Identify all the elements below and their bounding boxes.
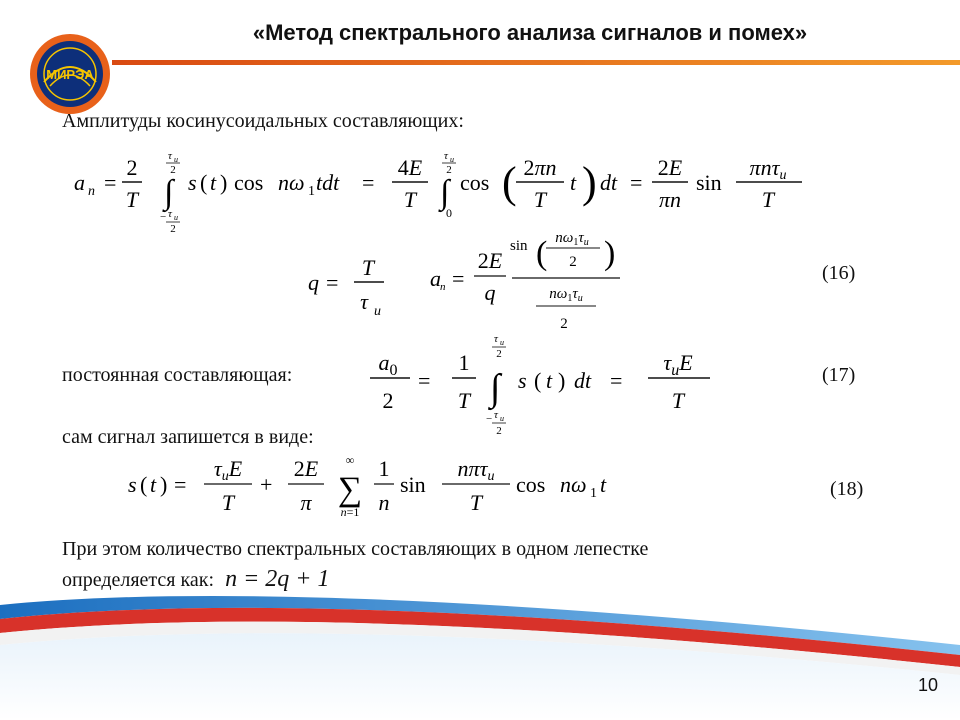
svg-text:=: = [174, 472, 187, 497]
svg-text:sin: sin [510, 238, 528, 254]
svg-text:T: T [403, 187, 417, 212]
constant-label: постоянная составляющая: [62, 364, 293, 386]
svg-text:и: и [174, 155, 178, 164]
svg-text:и: и [450, 155, 454, 164]
svg-text:τ: τ [444, 150, 448, 162]
svg-text:πn: πn [658, 187, 682, 212]
svg-text:s: s [128, 472, 137, 497]
svg-text:=: = [452, 266, 465, 291]
svg-text:и: и [374, 304, 381, 319]
svg-text:0: 0 [446, 206, 452, 220]
svg-text:2: 2 [446, 164, 452, 176]
svg-text:2E: 2E [293, 456, 319, 481]
svg-text:+: + [260, 472, 273, 497]
svg-text:=: = [362, 170, 375, 195]
svg-text:π: π [300, 490, 312, 515]
svg-text:2πn: 2πn [523, 155, 557, 180]
svg-text:T: T [469, 490, 483, 515]
svg-text:): ) [220, 170, 228, 195]
svg-text:): ) [160, 472, 168, 497]
lobe-count-formula: n = 2q + 1 [225, 566, 330, 592]
equation-number-17: (17) [822, 364, 856, 386]
svg-text:τиE: τиE [213, 456, 243, 484]
svg-text:t: t [570, 170, 577, 195]
constant-formula [366, 330, 726, 440]
svg-text:τ: τ [168, 208, 172, 220]
svg-text:и: и [500, 338, 504, 347]
svg-text:nω: nω [560, 472, 587, 497]
svg-text:cos: cos [234, 170, 264, 195]
svg-text:t: t [210, 170, 217, 195]
svg-text:a: a [74, 170, 85, 195]
svg-text:МИРЭА: МИРЭА [46, 67, 94, 82]
svg-text:n: n [378, 490, 390, 515]
svg-text:и: и [174, 213, 178, 222]
page-number: 10 [917, 675, 938, 695]
svg-text:2: 2 [170, 223, 176, 235]
svg-text:s: s [518, 368, 527, 393]
amplitude-q-formula [428, 218, 628, 338]
svg-text:T: T [533, 187, 547, 212]
svg-text:2: 2 [496, 425, 502, 437]
svg-text:n=1: n=1 [340, 505, 360, 519]
signal-formula [124, 450, 634, 522]
svg-text:−: − [486, 413, 493, 425]
svg-text:nω1τи: $n\omega_1\tau_и$ [555, 230, 589, 248]
svg-text:(: ( [536, 235, 548, 272]
svg-text:n: n [88, 184, 95, 199]
svg-text:τ: τ [494, 409, 498, 421]
svg-text:∫: ∫ [440, 174, 450, 211]
svg-text:): ) [582, 158, 597, 207]
equation-number-16: (16) [822, 262, 856, 284]
svg-text:): ) [604, 235, 616, 272]
svg-text:t: t [600, 472, 607, 497]
svg-text:T: T [457, 388, 471, 413]
svg-text:): ) [558, 368, 566, 393]
svg-text:n: n [440, 281, 446, 293]
svg-text:2: 2 [170, 164, 176, 176]
svg-text:q: q [308, 270, 319, 295]
svg-text:cos: cos [516, 472, 546, 497]
header-divider [112, 60, 960, 65]
svg-text:1: 1 [308, 184, 315, 199]
svg-text:(: ( [140, 472, 148, 497]
svg-text:2E: 2E [477, 248, 503, 273]
svg-text:(: ( [534, 368, 542, 393]
svg-text:a0: $a_0$ [378, 350, 398, 379]
svg-text:T: T [221, 490, 235, 515]
svg-text:4E: 4E [397, 155, 423, 180]
svg-text:T: T [671, 388, 685, 413]
svg-text:2: 2 [569, 254, 577, 270]
svg-text:τ: τ [168, 150, 172, 162]
svg-text:=: = [104, 170, 117, 195]
svg-text:t: t [150, 472, 157, 497]
svg-text:tdt: tdt [316, 170, 340, 195]
svg-text:τиE: $\tau_иE$ [663, 350, 693, 379]
svg-text:∫: ∫ [164, 174, 174, 211]
svg-text:T: T [761, 187, 775, 212]
slide-title: «Метод спектрального анализа сигналов и помех» [252, 20, 808, 45]
svg-text:(: ( [200, 170, 208, 195]
svg-text:2: 2 [560, 316, 568, 332]
svg-text:2: 2 [382, 388, 394, 413]
conclusion-text: определяется как: [62, 569, 215, 591]
svg-text:t: t [546, 368, 553, 393]
svg-text:1: 1 [378, 456, 390, 481]
svg-text:2: 2 [126, 155, 138, 180]
svg-text:∞: ∞ [345, 453, 355, 467]
footer-waves [0, 575, 960, 720]
svg-text:sin: sin [696, 170, 722, 195]
conclusion-line-1: При этом количество спектральных составляющих в одном лепестке [62, 538, 649, 560]
svg-text:∫: ∫ [490, 367, 501, 409]
svg-text:sin: sin [400, 472, 426, 497]
svg-text:q: q [484, 280, 496, 305]
signal-label: сам сигнал запишется в виде: [62, 426, 314, 448]
svg-text:nω: nω [278, 170, 305, 195]
mirea-logo [28, 32, 112, 116]
svg-text:1: 1 [590, 486, 597, 501]
intro-text: Амплитуды косинусоидальных составляющих: [62, 110, 464, 132]
svg-text:1: 1 [458, 350, 470, 375]
svg-text:и: и [500, 414, 504, 423]
svg-text:−: − [160, 211, 167, 223]
q-formula [304, 245, 394, 325]
svg-text:=: = [630, 170, 643, 195]
svg-text:2E: 2E [657, 155, 683, 180]
svg-text:T: T [361, 255, 375, 280]
svg-text:nω1τи: $n\omega_1\tau_и$ [549, 286, 583, 304]
svg-text:τ: τ [360, 289, 368, 314]
svg-text:=: = [326, 270, 339, 295]
svg-text:a: a [430, 266, 441, 291]
svg-text:=: = [418, 368, 431, 393]
svg-text:∑: ∑ [337, 471, 363, 508]
svg-text:τ: τ [494, 333, 498, 345]
svg-text:=: = [610, 368, 623, 393]
svg-text:T: T [125, 187, 139, 212]
svg-text:dt: dt [600, 170, 618, 195]
svg-text:cos: cos [460, 170, 490, 195]
svg-text:πnτи: πnτи [749, 155, 787, 183]
svg-text:s: s [188, 170, 197, 195]
svg-text:2: 2 [496, 348, 502, 360]
svg-text:(: ( [502, 158, 517, 207]
equation-number-18: (18) [830, 478, 864, 500]
svg-text:dt: dt [574, 368, 592, 393]
svg-text:nπτи: nπτи [457, 456, 495, 484]
